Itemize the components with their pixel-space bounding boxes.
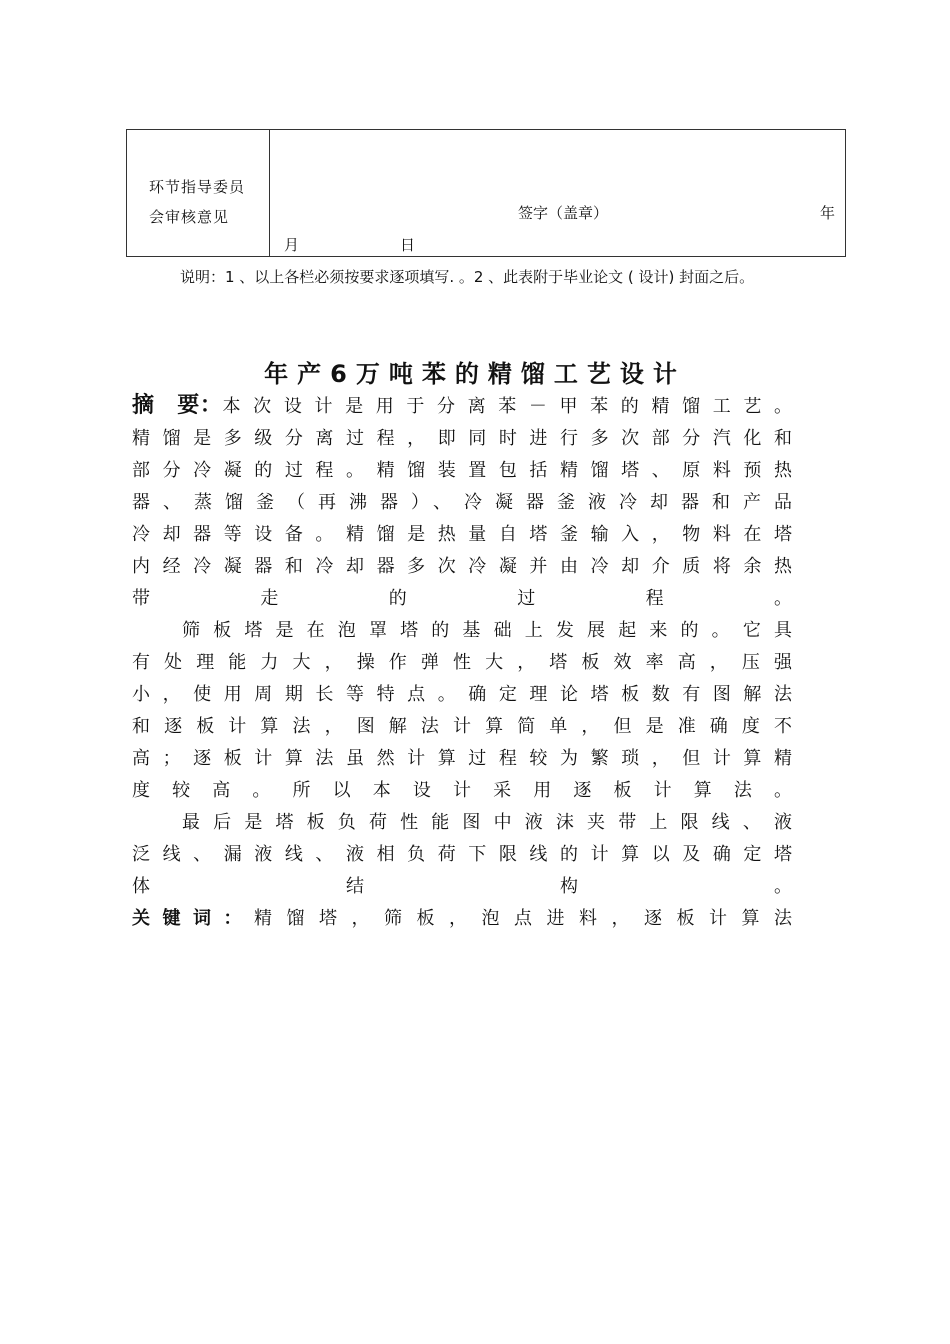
keywords-text: 精馏塔，筛板，泡点进料，逐板计算法 [254, 908, 804, 929]
day-label: 日 [400, 236, 416, 254]
abstract-section [132, 390, 804, 935]
abstract-paragraph-2: 筛板塔是在泡罩塔的基础上发展起来的。它具有处理能力大，操作弹性大，塔板效率高，压强小，使用周期长等特点。确定理论塔板数有图解法和逐板计算法，图解法计算简单，但是准确度不高；逐板计算法虽然计算过程较为繁琐，但计算精度较高。所以本设计采用逐板计算法。 [132, 620, 804, 801]
abstract-heading: 摘 要： [132, 393, 223, 418]
review-opinion-table [126, 129, 846, 257]
review-content-cell [270, 130, 845, 256]
abstract-p1-text: 本次设计是用于分离苯－甲苯的精馏工艺。精馏是多级分离过程，即同时进行多次部分汽化和部分冷凝的过程。精馏装置包括精馏塔、原料预热器、蒸馏釜（再沸器）、冷凝器釜液冷却器和产品冷却器等设备。精馏是热量自塔釜输入，物料在塔内经冷凝器和冷却器多次冷凝并由冷却介质将余热带走的过程。 [132, 396, 804, 609]
keywords-line [132, 903, 804, 935]
keywords-heading: 关键词： [132, 908, 254, 929]
signature-label: 签字（盖章） [518, 204, 609, 222]
review-label-line1: 环节指导委员 [149, 178, 246, 196]
month-label: 月 [284, 236, 300, 254]
abstract-paragraph-3: 最后是塔板负荷性能图中液沫夹带上限线、液泛线、漏液线、液相负荷下限线的计算以及确定塔体结构。 [132, 812, 804, 897]
thesis-title: 年产6万吨苯的精馏工艺设计 [264, 360, 686, 388]
abstract-paragraph-1 [132, 390, 804, 615]
table-note: 说明：1 、以上各栏必须按要求逐项填写. 。2 、此表附于毕业论文 ( 设计) 封面之后。 [180, 268, 755, 286]
review-label-cell [127, 130, 270, 256]
year-label: 年 [819, 204, 835, 222]
review-label-line2: 会审核意见 [149, 208, 230, 226]
